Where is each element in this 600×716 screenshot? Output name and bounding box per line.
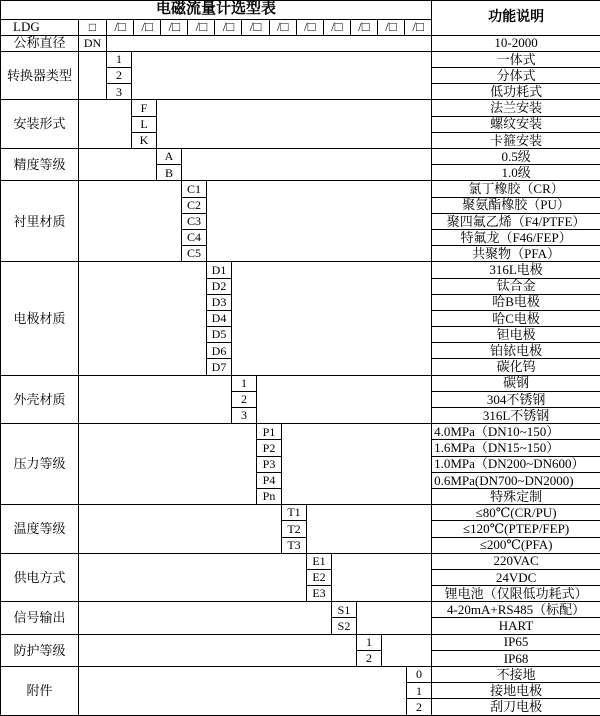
option-row: [1, 602, 600, 618]
section-name: 外壳材质: [1, 375, 79, 424]
spacer-cell: [132, 51, 432, 100]
option-code: 2: [232, 391, 257, 407]
option-desc: 碳钢: [432, 375, 600, 391]
spacer-cell: [107, 35, 432, 51]
spacer-cell: [79, 100, 132, 149]
option-row: [1, 149, 600, 165]
model-prefix: LDG: [1, 19, 79, 35]
model-first-slot: □: [79, 19, 107, 35]
option-desc: 4-20mA+RS485（标配）: [432, 602, 600, 618]
option-code: D1: [207, 262, 232, 278]
option-desc: 法兰安装: [432, 100, 600, 116]
option-code: P2: [257, 440, 282, 456]
spacer-cell: [207, 181, 432, 262]
option-desc: 钛合金: [432, 278, 600, 294]
option-row: [1, 181, 600, 197]
option-code: C5: [182, 246, 207, 262]
option-desc: 聚四氟乙烯（F4/PTFE）: [432, 213, 600, 229]
option-code: E3: [307, 586, 332, 602]
option-desc: 分体式: [432, 68, 600, 84]
spacer-cell: [357, 602, 432, 634]
option-code: 1: [407, 683, 432, 699]
option-desc: 刮刀电极: [432, 699, 600, 716]
option-code: 0: [407, 667, 432, 683]
model-slot: /□: [187, 20, 214, 35]
model-slot: /□: [404, 20, 431, 35]
spacer-cell: [79, 424, 257, 505]
option-row: [1, 505, 600, 521]
spacer-cell: [79, 667, 407, 716]
option-code: F: [132, 100, 157, 116]
function-column-header: 功能说明: [432, 1, 600, 36]
option-desc: 1.0级: [432, 165, 600, 181]
option-desc: 一体式: [432, 51, 600, 67]
spacer-cell: [382, 634, 432, 666]
option-desc: ≤80℃(CR/PU): [432, 505, 600, 521]
model-slot: /□: [377, 20, 404, 35]
option-code: S1: [332, 602, 357, 618]
option-desc: 螺纹安装: [432, 116, 600, 132]
diameter-row: [1, 35, 600, 51]
option-desc: 哈B电极: [432, 294, 600, 310]
section-name: 供电方式: [1, 553, 79, 602]
option-code: B: [157, 165, 182, 181]
option-desc: 316L电极: [432, 262, 600, 278]
option-code: P3: [257, 456, 282, 472]
option-code: D3: [207, 294, 232, 310]
option-desc: 接地电极: [432, 683, 600, 699]
spacer-cell: [79, 262, 207, 375]
option-code: P1: [257, 424, 282, 440]
option-desc: 1.0MPa（DN200~DN600）: [432, 456, 600, 472]
option-row: [1, 553, 600, 569]
option-desc: ≤200℃(PFA): [432, 537, 600, 553]
option-code: C2: [182, 197, 207, 213]
option-desc: 0.6MPa(DN700~DN2000): [432, 472, 600, 488]
option-code: 2: [107, 68, 132, 84]
option-code: C3: [182, 213, 207, 229]
spacer-cell: [79, 602, 332, 634]
option-desc: 304不锈钢: [432, 391, 600, 407]
option-row: [1, 262, 600, 278]
option-code: 2: [357, 650, 382, 666]
option-desc: 特氟龙（F46/FEP）: [432, 229, 600, 245]
option-desc: IP68: [432, 650, 600, 666]
option-code: T3: [282, 537, 307, 553]
option-code: Pn: [257, 488, 282, 504]
model-slot: /□: [160, 20, 187, 35]
spacer-cell: [79, 149, 157, 181]
option-code: 1: [107, 51, 132, 67]
option-row: [1, 424, 600, 440]
section-name: 附件: [1, 667, 79, 716]
option-desc: 低功耗式: [432, 84, 600, 100]
model-slot: /□: [114, 19, 126, 35]
spacer-cell: [157, 100, 432, 149]
option-desc: 特殊定制: [432, 488, 600, 504]
option-code: 2: [407, 699, 432, 716]
option-desc: 4.0MPa（DN10~150）: [432, 424, 600, 440]
option-desc: ≤120℃(PTEP/FEP): [432, 521, 600, 537]
table-title: 电磁流量计选型表: [1, 1, 432, 20]
option-code: DN: [79, 35, 107, 51]
option-row: [1, 51, 600, 67]
model-slot: /□: [323, 20, 350, 35]
spacer-cell: [182, 149, 432, 181]
spacer-cell: [79, 181, 182, 262]
model-slot: /□: [241, 20, 268, 35]
option-desc: 卡箍安装: [432, 132, 600, 148]
option-row: [1, 375, 600, 391]
option-desc: 10-2000: [432, 35, 600, 51]
option-code: 3: [107, 84, 132, 100]
option-code: S2: [332, 618, 357, 634]
option-desc: 聚氨酯橡胶（PU）: [432, 197, 600, 213]
option-code: T1: [282, 505, 307, 521]
option-code: 3: [232, 408, 257, 424]
section-name: 公称直径: [1, 35, 79, 51]
spacer-cell: [282, 424, 432, 505]
model-slot: /□: [214, 20, 241, 35]
spacer-cell: [232, 262, 432, 375]
option-desc: 316L不锈钢: [432, 408, 600, 424]
section-name: 压力等级: [1, 424, 79, 505]
option-desc: 铂铱电极: [432, 343, 600, 359]
option-row: [1, 100, 600, 116]
option-desc: 1.6MPa（DN15~150）: [432, 440, 600, 456]
model-slot-strip: [107, 19, 432, 35]
option-code: E1: [307, 553, 332, 569]
spacer-cell: [307, 505, 432, 554]
spacer-cell: [79, 51, 107, 100]
option-desc: 碳化钨: [432, 359, 600, 375]
option-desc: 220VAC: [432, 553, 600, 569]
option-desc: 哈C电极: [432, 310, 600, 326]
section-name: 衬里材质: [1, 181, 79, 262]
model-slot: /□: [269, 20, 296, 35]
option-code: C4: [182, 229, 207, 245]
section-name: 信号输出: [1, 602, 79, 634]
option-code: E2: [307, 569, 332, 585]
option-code: D6: [207, 343, 232, 359]
option-desc: 0.5级: [432, 149, 600, 165]
section-name: 电极材质: [1, 262, 79, 375]
option-desc: IP65: [432, 634, 600, 650]
option-row: [1, 634, 600, 650]
option-code: K: [132, 132, 157, 148]
option-code: D2: [207, 278, 232, 294]
option-desc: 氯丁橡胶（CR）: [432, 181, 600, 197]
section-name: 安装形式: [1, 100, 79, 149]
title-row: [1, 1, 600, 20]
section-name: 转换器类型: [1, 51, 79, 100]
spacer-cell: [79, 375, 232, 424]
option-desc: 锂电池（仅限低功耗式）: [432, 586, 600, 602]
option-code: L: [132, 116, 157, 132]
option-desc: HART: [432, 618, 600, 634]
option-code: D5: [207, 327, 232, 343]
spacer-cell: [79, 553, 307, 602]
spacer-cell: [79, 505, 282, 554]
option-desc: 共聚物（PFA）: [432, 246, 600, 262]
option-code: A: [157, 149, 182, 165]
model-slot: /□: [133, 20, 160, 35]
option-code: T2: [282, 521, 307, 537]
option-desc: 不接地: [432, 667, 600, 683]
spacer-cell: [79, 634, 357, 666]
section-name: 防护等级: [1, 634, 79, 666]
option-code: 1: [232, 375, 257, 391]
spacer-cell: [257, 375, 432, 424]
option-desc: 钽电极: [432, 327, 600, 343]
option-row: [1, 667, 600, 683]
option-code: C1: [182, 181, 207, 197]
option-code: 1: [357, 634, 382, 650]
option-code: D7: [207, 359, 232, 375]
option-code: P4: [257, 472, 282, 488]
section-name: 温度等级: [1, 505, 79, 554]
model-slot: /□: [350, 20, 377, 35]
model-slot: /□: [296, 20, 323, 35]
option-desc: 24VDC: [432, 569, 600, 585]
option-code: D4: [207, 310, 232, 326]
section-name: 精度等级: [1, 149, 79, 181]
spacer-cell: [332, 553, 432, 602]
